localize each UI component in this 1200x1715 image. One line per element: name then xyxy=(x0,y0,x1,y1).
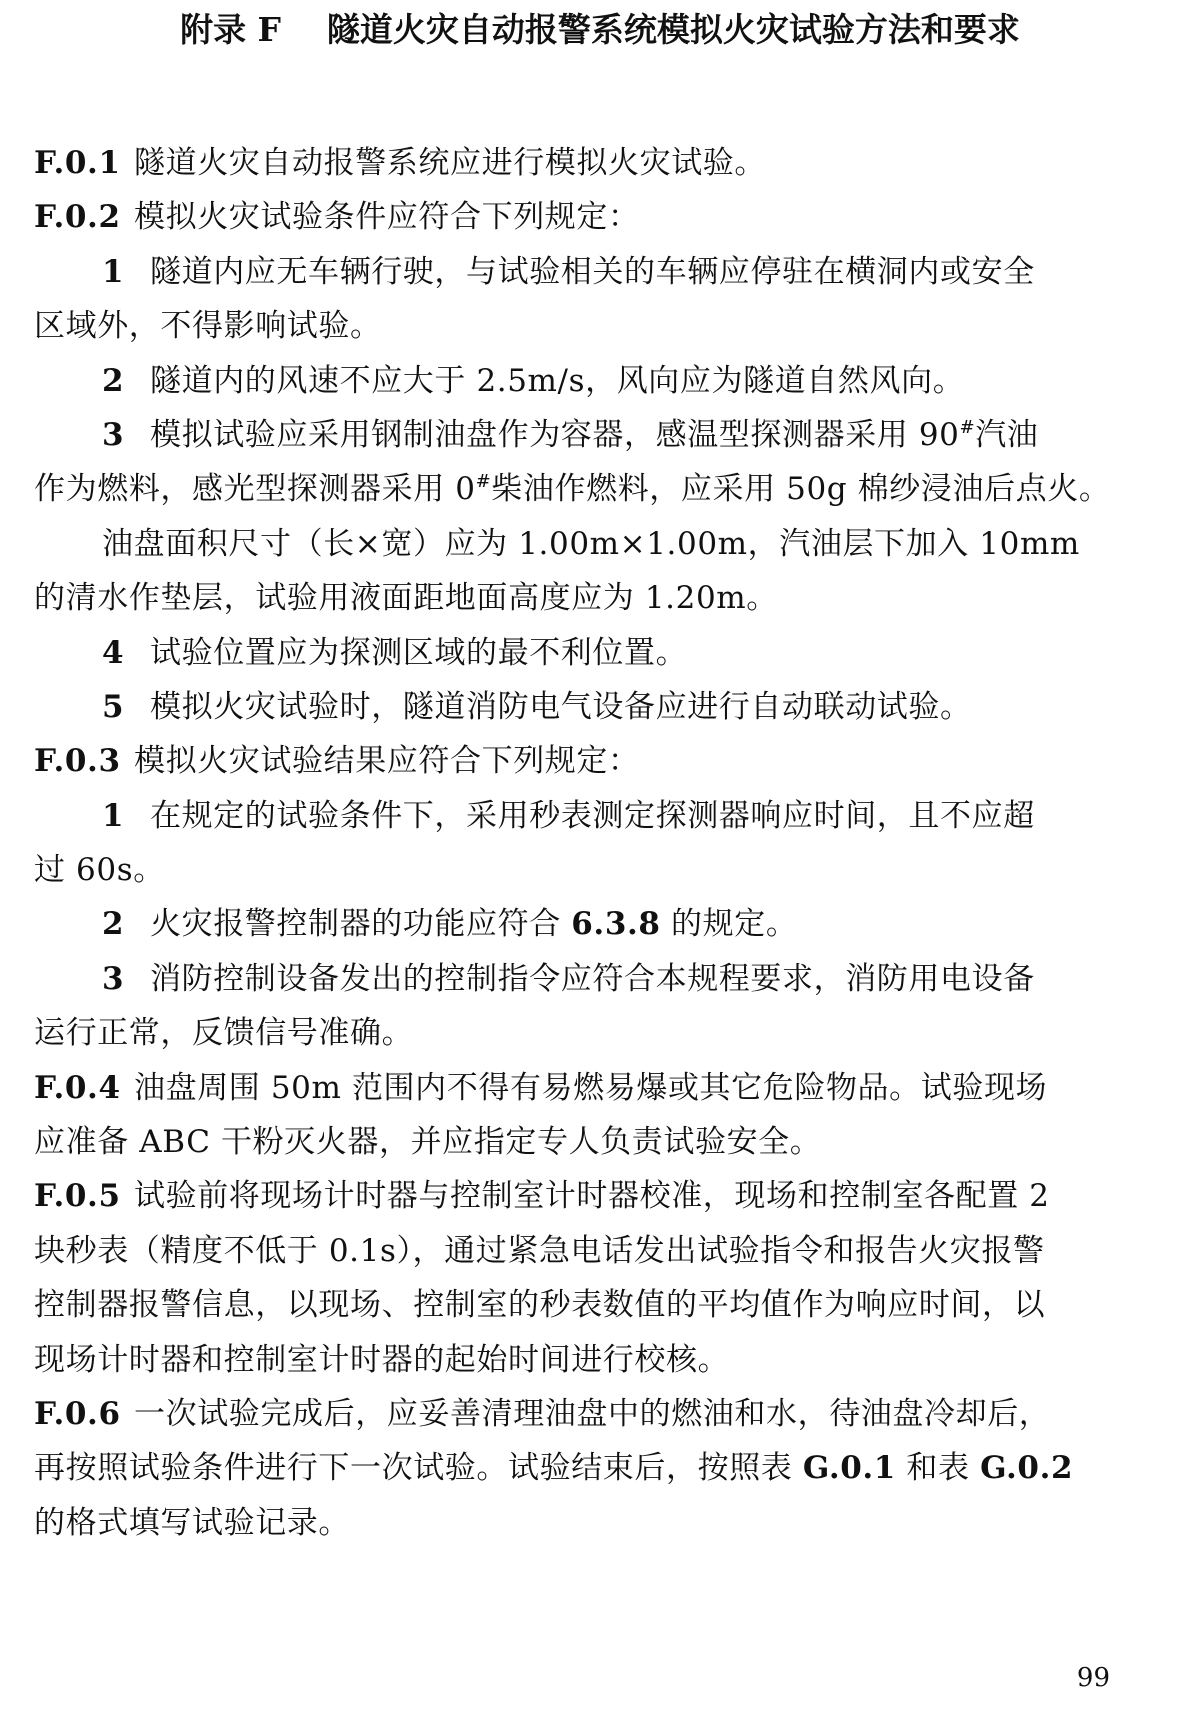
clause-text: 试验前将现场计时器与控制室计时器校准，现场和控制室各配置 2 xyxy=(134,1178,1050,1215)
item-text: 试验位置应为探测区域的最不利位置。 xyxy=(150,634,688,671)
item-text: 模拟火灾试验时，隧道消防电气设备应进行自动联动试验。 xyxy=(150,688,972,725)
item-continuation xyxy=(34,299,1134,353)
item-number: 3 xyxy=(102,416,125,453)
clause-number: F.0.2 xyxy=(34,199,121,236)
clause-number: F.0.5 xyxy=(34,1178,121,1215)
item-number: 2 xyxy=(102,362,125,399)
clause-continuation xyxy=(34,1441,1134,1495)
item-number: 3 xyxy=(102,960,125,997)
clause-continuation xyxy=(34,1115,1134,1169)
item-text: 区域外，不得影响试验。 xyxy=(34,308,382,345)
clause-text: 的格式填写试验记录。 xyxy=(34,1504,350,1541)
item-text: 在规定的试验条件下，采用秒表测定探测器响应时间，且不应超 xyxy=(150,797,1035,834)
section-reference: 6.3.8 xyxy=(571,906,661,943)
list-item xyxy=(34,897,1134,951)
item-continuation xyxy=(34,1006,1134,1060)
item-continuation xyxy=(34,843,1134,897)
clause-text: 应准备 ABC 干粉灭火器，并应指定专人负责试验安全。 xyxy=(34,1124,822,1161)
item-number: 4 xyxy=(102,634,125,671)
clause-text: 控制器报警信息，以现场、控制室的秒表数值的平均值作为响应时间，以 xyxy=(34,1287,1046,1324)
item-text: 运行正常，反馈信号准确。 xyxy=(34,1015,414,1052)
page-title: 附录 F 隧道火灾自动报警系统模拟火灾试验方法和要求 xyxy=(180,10,1020,49)
item-continuation xyxy=(34,571,1134,625)
clause-f02 xyxy=(34,190,1134,244)
item-text: 作为燃料，感光型探测器采用 0 xyxy=(34,471,476,508)
item-text: 模拟试验应采用钢制油盘作为容器，感温型探测器采用 90 xyxy=(150,416,960,453)
clause-continuation xyxy=(34,1333,1134,1387)
clause-text: 一次试验完成后，应妥善清理油盘中的燃油和水，待油盘冷却后， xyxy=(134,1395,1051,1432)
clause-text: 隧道火灾自动报警系统应进行模拟火灾试验。 xyxy=(134,145,766,181)
list-item xyxy=(34,789,1134,843)
clause-number: F.0.4 xyxy=(34,1069,121,1106)
clause-text: 再按照试验条件进行下一次试验。试验结束后，按照表 xyxy=(34,1450,803,1487)
clause-text: 和表 xyxy=(895,1450,981,1487)
table-reference: G.0.2 xyxy=(980,1450,1074,1487)
item-text: 消防控制设备发出的控制指令应符合本规程要求，消防用电设备 xyxy=(150,960,1035,997)
clause-text: 模拟火灾试验结果应符合下列规定： xyxy=(134,743,640,780)
clause-number: F.0.6 xyxy=(34,1395,121,1432)
table-reference: G.0.1 xyxy=(802,1450,896,1487)
item-text: 的规定。 xyxy=(660,906,798,943)
item-text: 过 60s。 xyxy=(34,852,165,889)
clause-f03 xyxy=(34,734,1134,788)
item-text: 油盘面积尺寸（长×宽）应为 1.00m×1.00m，汽油层下加入 10mm xyxy=(102,525,1080,562)
item-text: 柴油作燃料，应采用 50g 棉纱浸油后点火。 xyxy=(491,471,1111,508)
page-number: 99 xyxy=(1076,1663,1110,1693)
clause-text: 模拟火灾试验条件应符合下列规定： xyxy=(134,199,640,236)
clause-text: 块秒表（精度不低于 0.1s），通过紧急电话发出试验指令和报告火灾报警 xyxy=(34,1232,1045,1269)
item-text: 的清水作垫层，试验用液面距地面高度应为 1.20m。 xyxy=(34,580,778,617)
item-number: 1 xyxy=(102,797,125,834)
superscript-mark: # xyxy=(475,471,492,493)
item-continuation xyxy=(34,462,1134,516)
clause-f04 xyxy=(34,1061,1134,1115)
clause-continuation xyxy=(34,1224,1134,1278)
clause-f01 xyxy=(34,136,1134,190)
list-item xyxy=(34,245,1134,299)
clause-f05 xyxy=(34,1169,1134,1223)
list-item xyxy=(34,952,1134,1006)
item-text: 隧道内的风速不应大于 2.5m/s，风向应为隧道自然风向。 xyxy=(150,362,965,399)
clause-number: F.0.3 xyxy=(34,743,121,780)
item-number: 2 xyxy=(102,906,125,943)
item-number: 5 xyxy=(102,688,125,725)
clause-number: F.0.1 xyxy=(34,145,121,181)
clause-continuation xyxy=(34,1496,1134,1550)
item-text: 汽油 xyxy=(975,416,1039,453)
document-body xyxy=(34,136,1134,1550)
list-item xyxy=(34,680,1134,734)
item-number: 1 xyxy=(102,253,125,290)
clause-f06 xyxy=(34,1387,1134,1441)
list-item xyxy=(34,626,1134,680)
clause-text: 油盘周围 50m 范围内不得有易燃易爆或其它危险物品。试验现场 xyxy=(134,1069,1048,1106)
superscript-mark: # xyxy=(959,416,976,438)
clause-text: 现场计时器和控制室计时器的起始时间进行校核。 xyxy=(34,1341,730,1378)
item-text: 火灾报警控制器的功能应符合 xyxy=(150,906,572,943)
list-item xyxy=(34,408,1134,462)
item-paragraph xyxy=(34,517,1134,571)
item-text: 隧道内应无车辆行驶，与试验相关的车辆应停驻在横洞内或安全 xyxy=(150,253,1035,290)
list-item xyxy=(34,354,1134,408)
clause-continuation xyxy=(34,1278,1134,1332)
